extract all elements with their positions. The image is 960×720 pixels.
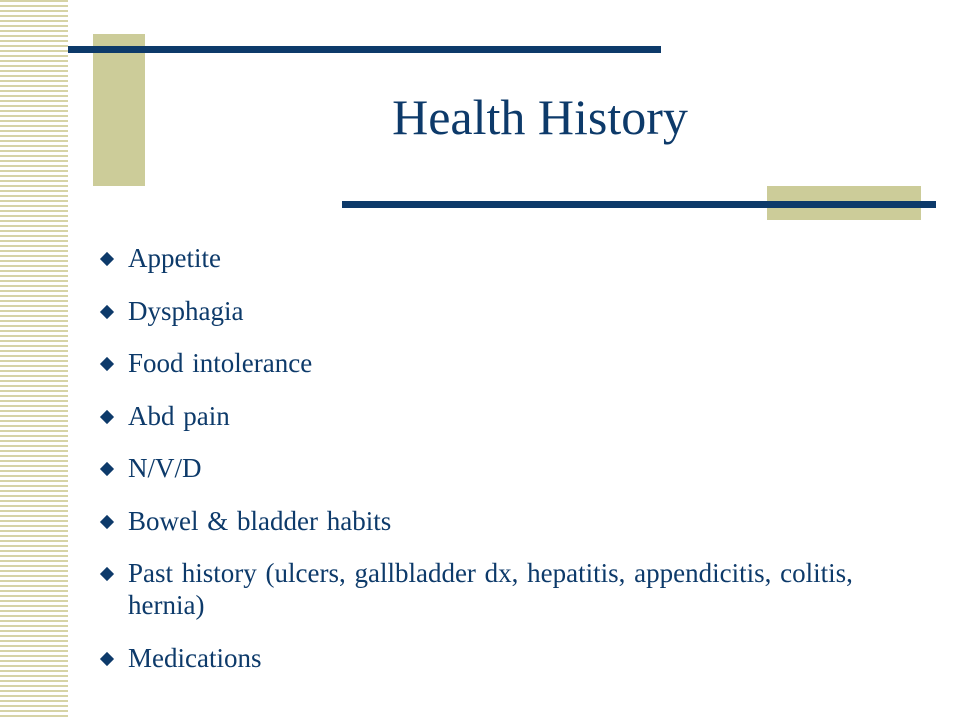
bullet-text: Food intolerance <box>128 348 313 378</box>
bullet-text: Bowel & bladder habits <box>128 505 392 536</box>
diamond-bullet-icon <box>100 304 114 318</box>
diamond-bullet-icon <box>100 514 114 528</box>
decorative-rule-bottom <box>342 201 936 208</box>
slide-title: Health History <box>392 89 688 145</box>
bullet-text: Medications <box>128 642 262 673</box>
decorative-accent-block-top <box>93 34 145 186</box>
bullet-text: Dysphagia <box>128 295 244 326</box>
bullet-item <box>100 505 880 537</box>
bullet-text: N/V/D <box>128 453 202 483</box>
bullet-text: Abd pain <box>128 400 230 431</box>
bullet-item <box>100 642 880 674</box>
bullet-item <box>100 557 880 621</box>
diamond-bullet-icon <box>100 409 114 423</box>
bullet-item <box>100 400 880 432</box>
bullet-text: Past history (ulcers, gallbladder dx, hepatitis, appendicitis, colitis, hernia) <box>128 558 853 620</box>
diamond-bullet-icon <box>100 252 114 266</box>
bullet-item <box>100 242 880 274</box>
bullet-item <box>100 295 880 327</box>
diamond-bullet-icon <box>100 567 114 581</box>
bullet-item <box>100 347 880 379</box>
diamond-bullet-icon <box>100 462 114 476</box>
diamond-bullet-icon <box>100 357 114 371</box>
diamond-bullet-icon <box>100 651 114 665</box>
decorative-rule-top <box>68 46 661 53</box>
decorative-stripe-band <box>0 0 68 720</box>
bullet-list <box>100 242 880 674</box>
bullet-text: Appetite <box>128 243 221 273</box>
bullet-item <box>100 452 880 484</box>
